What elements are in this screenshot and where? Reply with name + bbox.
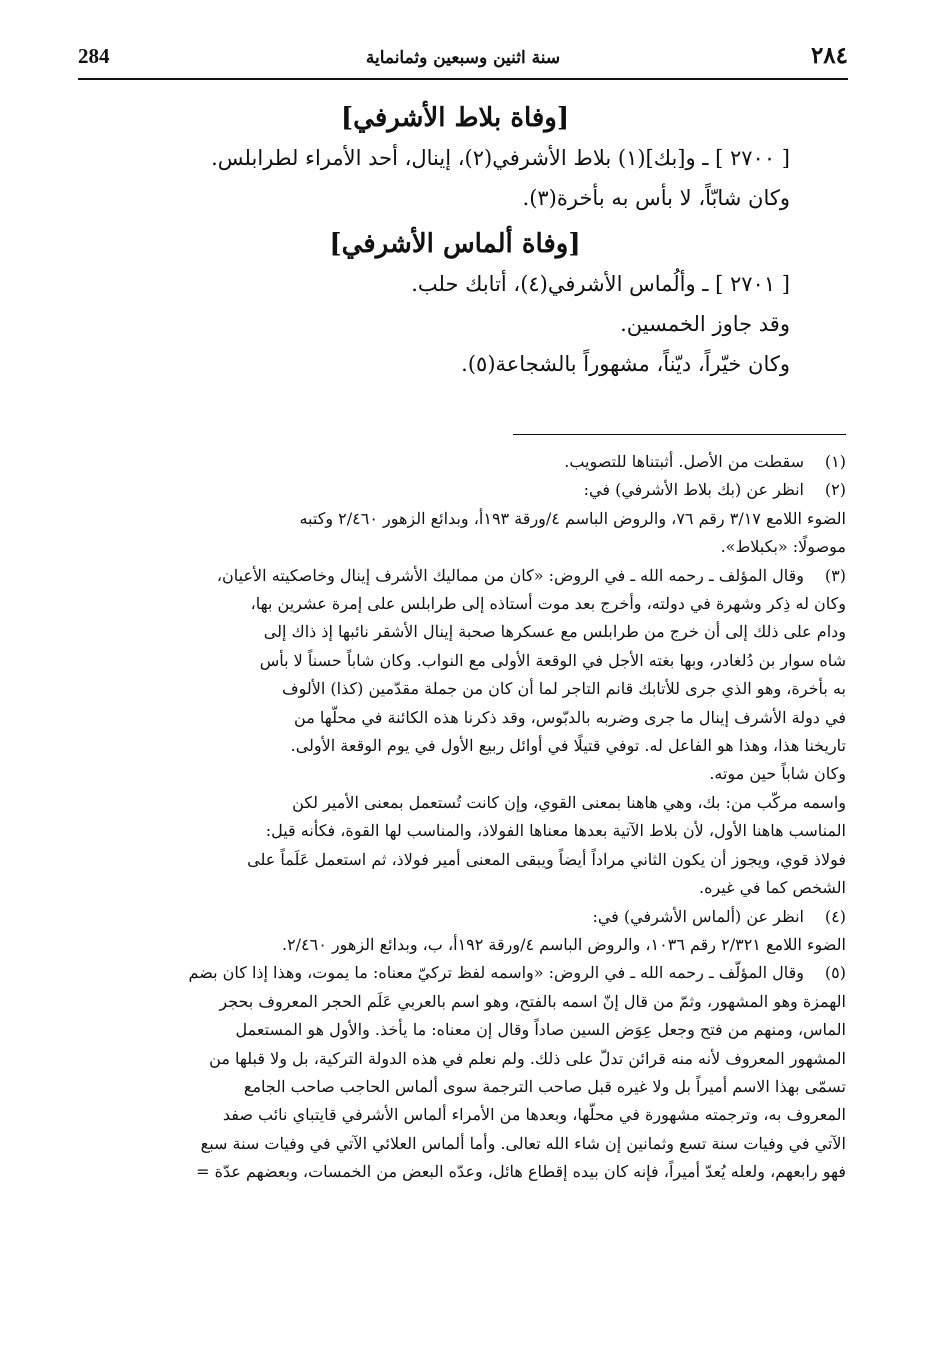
section-heading-1: [وفاة بلاط الأشرفي] xyxy=(340,103,570,133)
footnote-4 xyxy=(80,903,846,960)
footnote-line: الآتي في وفيات سنة تسع وثمانين إن شاء الله تعالى. وأما ألماس العلائي الآتي في وفيات سنة سبع xyxy=(200,1133,846,1153)
footnote-number: (٢) xyxy=(824,480,846,500)
footnote-line: فولاذ قوي، ويجوز أن يكون الثاني مراداً أيضاً ويبقى المعنى أمير فولاذ، ثم استعمل عَلَماً على xyxy=(247,849,846,869)
footnote-1 xyxy=(80,448,846,476)
footnote-line: فهو رابعهم، ولعله يُعدّ أميراً، فإنه كان بيده إقطاع هائل، وعدّه البعض من الخمسات، وبعضهم عدّة = xyxy=(196,1162,846,1182)
footnote-line: واسمه مركّب من: بك، وهي هاهنا بمعنى القوي، وإن كانت تُستعمل بمعنى الأمير لكن xyxy=(292,792,846,812)
footnote-line: وقال المؤلف ـ رحمه الله ـ في الروض: «كان من مماليك الأشرف إينال وخاصكيته الأعيان، xyxy=(216,565,804,585)
footnote-2 xyxy=(80,476,846,561)
footnote-line: تسمّى بهذا الاسم أميراً بل ولا غيره قبل صاحب الترجمة سوى ألماس الحاجب صاحب الجامع xyxy=(243,1076,846,1096)
footnote-3 xyxy=(80,562,846,903)
footnote-line: تاريخنا هذا، وهذا هو الفاعل له. توفي قتيلًا في أوائل ربيع الأول في يوم الوقعة الأولى. xyxy=(290,736,846,756)
page-header xyxy=(78,38,848,78)
section-heading-2: [وفاة ألماس الأشرفي] xyxy=(329,229,581,259)
page-number-latin: 284 xyxy=(78,44,110,68)
footnote-line: الشخص كما في غيره. xyxy=(699,878,846,898)
footnote-line: المشهور المعروف لأنه منه قرائن تدلّ على ذلك. ولم نعلم في هذه الدولة التركية، بل ولا قبلها من xyxy=(209,1048,846,1068)
entry-2701-line-2: وقد جاوز الخمسين. xyxy=(620,312,790,336)
footnote-line: في دولة الأشرف إينال ما جرى وضربه بالدبّوس، وقد ذكرنا هذه الكائنة في محلّها من xyxy=(294,707,846,727)
entry-2701-line-3: وكان خيّراً، ديّناً، مشهوراً بالشجاعة(٥). xyxy=(461,352,790,376)
footnote-line: الماس، ومنهم من فتح وجعل عِوَض السين صاداً وقال إن معناه: ما يأخذ. والأول هو المستعمل xyxy=(235,1020,846,1040)
footnote-line: موصولًا: «بكبلاط». xyxy=(720,537,846,557)
footnote-line: الضوء اللامع ٢/٣٢١ رقم ١٠٣٦، والروض الباسم ٤/ورقة ١٩٢أ، ب، وبدائع الزهور ٢/٤٦٠. xyxy=(281,934,846,954)
footnote-line: وكان شاباً حين موته. xyxy=(709,764,846,784)
footnote-number: (٥) xyxy=(824,963,846,983)
footnote-number: (٣) xyxy=(824,565,846,585)
footnote-line: ودام على ذلك إلى أن خرج من طرابلس مع عسكرها صحبة إينال الأشقر نائبها إذ ذاك إلى xyxy=(263,622,846,642)
footnote-number: (١) xyxy=(824,452,846,471)
footnote-5 xyxy=(80,959,846,1186)
footnote-line: سقطت من الأصل. أثبتناها للتصويب. xyxy=(564,452,804,471)
entry-2700-line-2: وكان شابّاً، لا بأس به بأخرة(٣). xyxy=(522,186,790,210)
footnote-separator xyxy=(513,434,846,435)
footnote-line: المعروف به، وترجمته مشهورة في محلّها، وبعدها من الأمراء ألماس الأشرفي قايتباي نائب صفد xyxy=(222,1105,846,1125)
footnote-number: (٤) xyxy=(824,906,846,926)
footnote-line: وقال المؤلّف ـ رحمه الله ـ في الروض: «واسمه لفظ تركيّ معناه: ما يموت، وهذا إذا كان بضم xyxy=(188,963,804,983)
footnotes xyxy=(80,448,846,1187)
running-title: سنة اثنين وسبعين وثمانماية xyxy=(365,48,561,68)
header-rule xyxy=(78,78,848,80)
footnote-line: الضوء اللامع ٣/١٧ رقم ٧٦، والروض الباسم ٤/ورقة ١٩٣أ، وبدائع الزهور ٢/٤٦٠ وكتبه xyxy=(299,508,846,528)
footnote-line: انظر عن (بك بلاط الأشرفي) في: xyxy=(583,480,804,500)
footnote-line: وكان له ذِكر وشهرة في دولته، وأخرج بعد موت أستاذه إلى طرابلس على إمرة عشرين بها، xyxy=(250,594,846,614)
entry-2700-line-1: [ ٢٧٠٠ ] ـ و[بك](١) بلاط الأشرفي(٢)، إينال، أحد الأمراء لطرابلس. xyxy=(211,146,790,170)
footnote-line: الهمزة وهو المشهور، وثمّ من قال إنّ اسمه بالفتح، وهو اسم بالعربي عَلَم الحجر المعروف بحجر xyxy=(219,991,846,1011)
footnote-line: به بأخرة، وهو الذي جرى للأتابك قانم التاجر لما أن كان من جملة مقدّمين (كذا) الألوف xyxy=(282,679,846,699)
page-number-arabic: ٢٨٤ xyxy=(810,42,848,69)
footnote-line: شاه سوار بن دُلغادر، وبها بغته الأجل في الوقعة الأولى مع النواب. وكان شاباً حسناً لا بأس xyxy=(259,650,846,670)
main-text xyxy=(120,98,790,384)
footnote-line: انظر عن (ألماس الأشرفي) في: xyxy=(592,906,804,926)
entry-2701-line-1: [ ٢٧٠١ ] ـ وألُماس الأشرفي(٤)، أتابك حلب. xyxy=(411,272,790,296)
footnote-line: المناسب هاهنا الأول، لأن بلاط الآتية بعدها معناها الفولاذ، والمناسب لها القوة، فكأنه قيل: xyxy=(265,821,846,841)
